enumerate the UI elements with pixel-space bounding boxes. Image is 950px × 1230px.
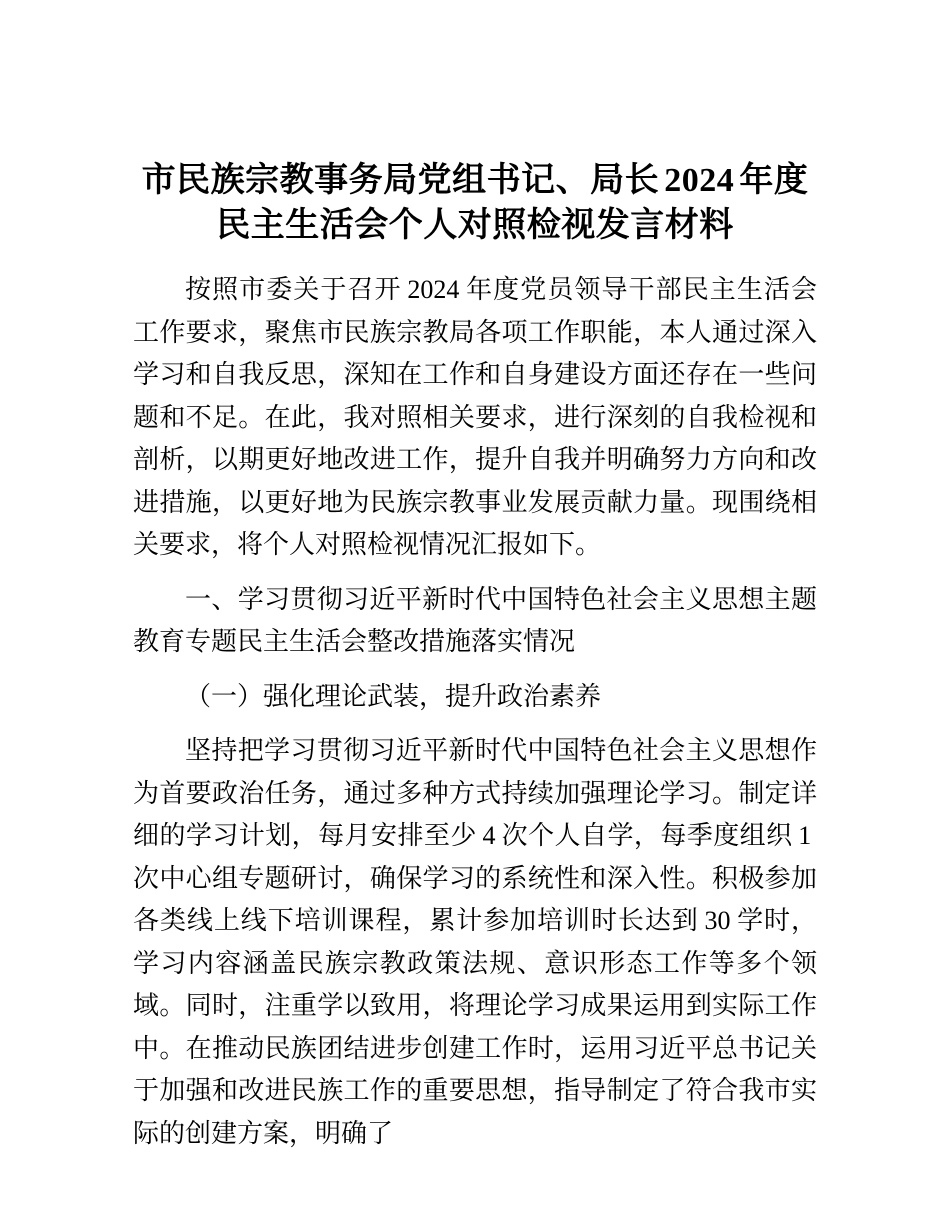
document-body [133,269,817,1155]
number-text: 2024 [664,162,735,199]
number-text: 2024 [407,275,460,304]
number-text: 1 [798,821,812,850]
body-paragraph: 坚持把学习贯彻习近平新时代中国特色社会主义思想作为首要政治任务，通过多种方式持续加强理论学习。制定详细的学习计划，每月安排至少 4 次个人自学，每季度组织 1次中心组专题研讨，确保学习的系统性和深入性。积极参加各类线上线下培训课程，累计参加培训时长达到 30 学时，学习内容涵盖民族宗教政策法规、意识形态工作等多个领域。同时，注重学以致用，将理论学习成果运用到实际工作中。在推动民族团结进步创建工作时，运用习近平总书记关于加强和改进民族工作的重要思想，指导制定了符合我市实际的创建方案，明确了 [133,736,817,1148]
number-text: 4 [482,821,496,850]
number-text: 30 [704,906,731,935]
document-title: 市民族宗教事务局党组书记、局长 2024 年度民主生活会个人对照检视发言材料 [141,161,809,244]
subsection-heading-1-1: （一）强化理论武装，提升政治素养 [185,681,602,711]
intro-paragraph: 按照市委关于召开 2024 年度党员领导干部民主生活会工作要求，聚焦市民族宗教局各项工作职能，本人通过深入学习和自我反思，深知在工作和自身建设方面还存在一些问题和不足。在此，我对照相关要求，进行深刻的自我检视和剖析，以期更好地改进工作，提升自我并明确努力方向和改进措施，以更好地为民族宗教事业发展贡献力量。现围绕相关要求，将个人对照检视情况汇报如下。 [133,275,817,559]
section-heading-1: 一、学习贯彻习近平新时代中国特色社会主义思想主题教育专题民主生活会整改措施落实情况 [133,584,817,656]
